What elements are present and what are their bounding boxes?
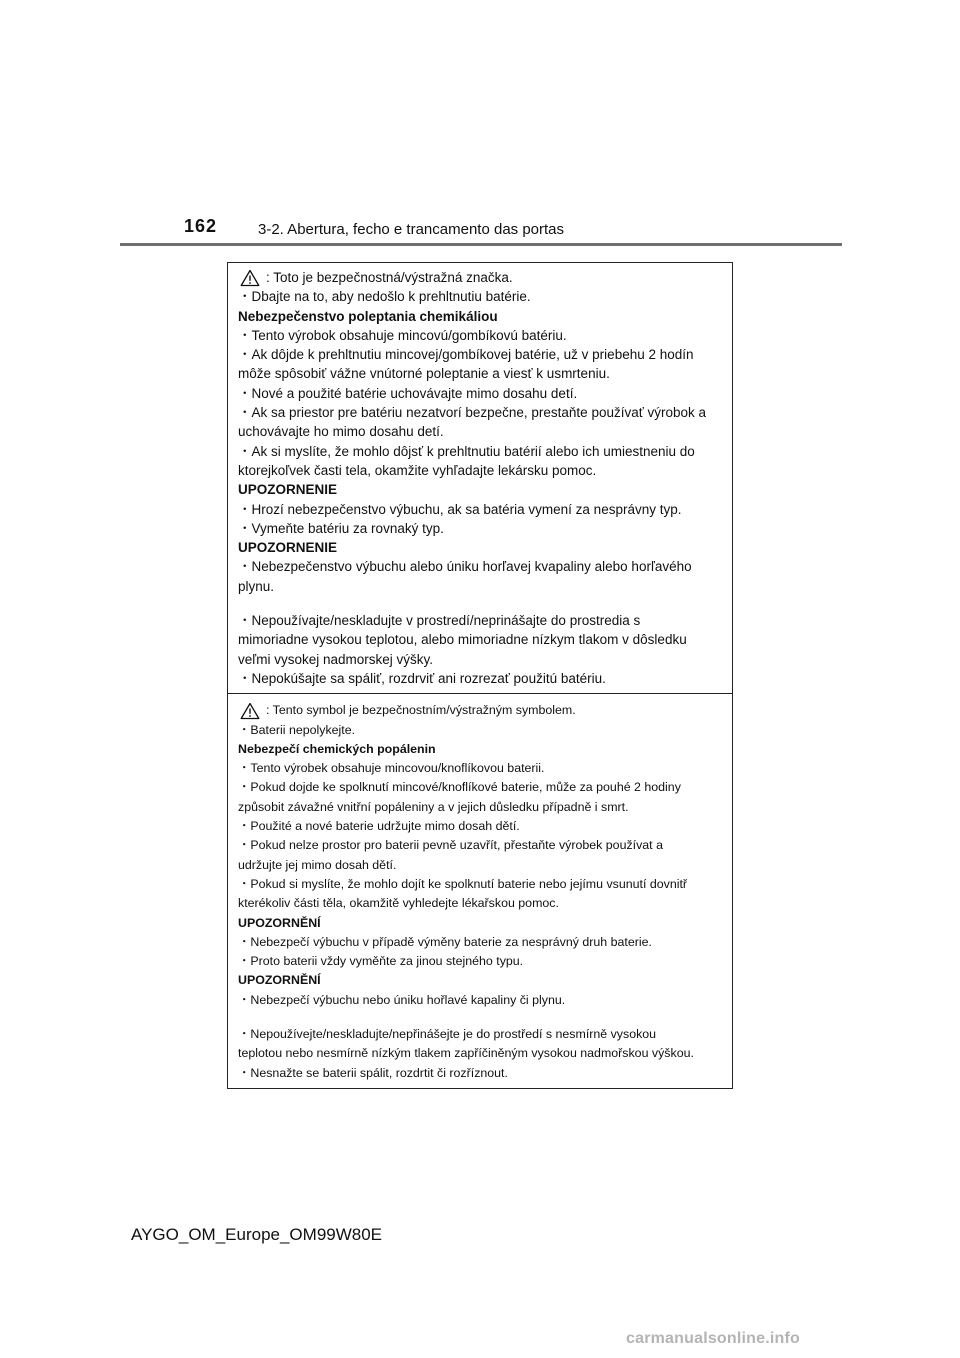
- symbol-text: : Tento symbol je bezpečnostním/výstražným symbolem.: [266, 703, 576, 718]
- text-line: ・Nepoužívajte/neskladujte v prostredí/neprinášajte do prostredia s: [238, 613, 641, 629]
- text-line: ・Baterii nepolykejte.: [238, 722, 356, 737]
- symbol-line: [238, 701, 722, 720]
- panel-lines: [238, 287, 722, 688]
- watermark: carmanualsonline.info: [626, 1330, 801, 1347]
- warning-panel-slovak: [228, 263, 732, 693]
- text-line: kterékoliv části těla, okamžitě vyhledejte lékařskou pomoc.: [238, 896, 559, 911]
- text-line: ・Nebezpečí výbuchu v případě výměny baterie za nesprávný druh baterie.: [238, 934, 652, 949]
- text-line: ・Pokud dojde ke spolknutí mincové/knoflíkové baterie, může za pouhé 2 hodiny: [238, 780, 681, 795]
- text-line: teplotou nebo nesmírně nízkým tlakem zapříčiněným vysokou nadmořskou výškou.: [238, 1046, 694, 1061]
- text-line: veľmi vysokej nadmorskej výšky.: [238, 651, 433, 667]
- section-heading: UPOZORNENIE: [238, 540, 338, 556]
- text-line: způsobit závažné vnitřní popáleniny a v jejich důsledku případně i smrt.: [238, 799, 629, 814]
- text-line: ・Ak dôjde k prehltnutiu mincovej/gombíkovej batérie, už v priebehu 2 hodín: [238, 347, 694, 363]
- paragraph-gap: [238, 1010, 722, 1025]
- warning-triangle-icon: [240, 269, 260, 287]
- header-divider: [120, 243, 842, 246]
- panel-lines: [238, 721, 722, 1083]
- symbol-text: : Toto je bezpečnostná/výstražná značka.: [266, 270, 513, 285]
- warning-panel-czech: [228, 693, 732, 1088]
- text-line: ・Nesnažte se baterii spálit, rozdrtit či rozříznout.: [238, 1065, 508, 1080]
- text-line: ・Použité a nové baterie udržujte mimo dosah dětí.: [238, 819, 520, 834]
- text-line: môže spôsobiť vážne vnútorné poleptanie a viesť k usmrteniu.: [238, 366, 610, 382]
- section-heading: Nebezpečí chemických popálenin: [238, 741, 436, 756]
- text-line: ・Nebezpečí výbuchu nebo úniku hořlavé kapaliny či plynu.: [238, 992, 566, 1007]
- paragraph-gap: [238, 596, 722, 611]
- text-line: ・Dbajte na to, aby nedošlo k prehltnutiu batérie.: [238, 289, 531, 305]
- text-line: ・Nebezpečenstvo výbuchu alebo úniku horľavej kvapaliny alebo horľavého: [238, 559, 692, 575]
- text-line: ・Hrozí nebezpečenstvo výbuchu, ak sa batéria vymení za nesprávny typ.: [238, 501, 682, 517]
- section-heading: Nebezpečenstvo poleptania chemikáliou: [238, 308, 498, 324]
- text-line: ktorejkoľvek časti tela, okamžite vyhľadajte lekársku pomoc.: [238, 462, 597, 478]
- section-heading: UPOZORNĚNÍ: [238, 973, 321, 988]
- section-heading: UPOZORNĚNÍ: [238, 915, 321, 930]
- text-line: ・Vymeňte batériu za rovnaký typ.: [238, 520, 444, 536]
- symbol-line: [238, 268, 722, 287]
- document-code: AYGO_OM_Europe_OM99W80E: [131, 1225, 383, 1244]
- text-line: ・Ak sa priestor pre batériu nezatvorí bezpečne, prestaňte používať výrobok a: [238, 405, 707, 421]
- warning-box: [227, 262, 733, 1089]
- text-line: plynu.: [238, 578, 275, 594]
- text-line: ・Proto baterii vždy vyměňte za jinou stejného typu.: [238, 954, 524, 969]
- warning-triangle-icon: [240, 702, 260, 720]
- text-line: ・Nepoužívejte/neskladujte/nepřinášejte je do prostředí s nesmírně vysokou: [238, 1026, 657, 1041]
- text-line: ・Tento výrobok obsahuje mincovú/gombíkovú batériu.: [238, 327, 567, 343]
- section-title: 3-2. Abertura, fecho e trancamento das portas: [258, 221, 565, 238]
- text-line: ・Pokud nelze prostor pro baterii pevně uzavřít, přestaňte výrobek používat a: [238, 838, 663, 853]
- text-line: ・Pokud si myslíte, že mohlo dojít ke spolknutí baterie nebo jejímu vsunutí dovnitř: [238, 876, 688, 891]
- text-line: ・Nové a použité batérie uchovávajte mimo dosahu detí.: [238, 385, 578, 401]
- text-line: ・Tento výrobek obsahuje mincovou/knoflíkovou baterii.: [238, 761, 545, 776]
- text-line: mimoriadne vysokou teplotou, alebo mimoriadne nízkym tlakom v dôsledku: [238, 632, 687, 648]
- text-line: ・Ak si myslíte, že mohlo dôjsť k prehltnutiu batérií alebo ich umiestneniu do: [238, 443, 695, 459]
- text-line: uchovávajte ho mimo dosahu detí.: [238, 424, 444, 440]
- text-line: ・Nepokúšajte sa spáliť, rozdrviť ani rozrezať použitú batériu.: [238, 670, 606, 686]
- page-number: 162: [184, 216, 218, 236]
- section-heading: UPOZORNENIE: [238, 482, 338, 498]
- text-line: udržujte jej mimo dosah dětí.: [238, 857, 397, 872]
